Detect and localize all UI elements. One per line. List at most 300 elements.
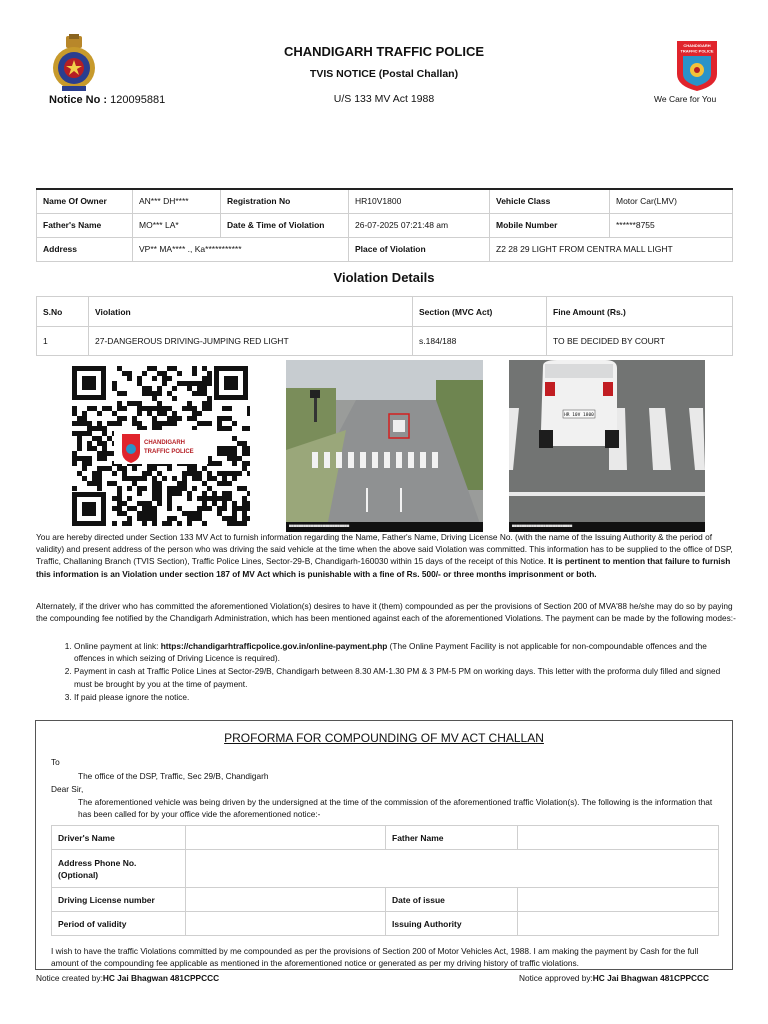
qr-module — [242, 451, 247, 456]
qr-module — [232, 451, 237, 456]
qr-module — [157, 371, 162, 376]
qr-module — [117, 366, 122, 371]
qr-module — [212, 476, 217, 481]
qr-module — [147, 506, 152, 511]
qr-module — [227, 451, 232, 456]
qr-module — [157, 491, 162, 496]
violation-datetime-label: Date & Time of Violation — [221, 213, 349, 237]
qr-module — [247, 501, 250, 506]
qr-module — [97, 426, 102, 431]
qr-module — [192, 476, 197, 481]
qr-module — [207, 406, 212, 411]
qr-module — [172, 396, 177, 401]
qr-module — [97, 466, 102, 471]
qr-module — [92, 436, 97, 441]
qr-module — [167, 466, 172, 471]
qr-module — [117, 391, 122, 396]
qr-module — [87, 421, 92, 426]
qr-module — [202, 481, 207, 486]
registration-value: HR10V1800 — [349, 189, 490, 213]
qr-module — [157, 386, 162, 391]
qr-module — [202, 496, 207, 501]
date-issue-field[interactable] — [518, 888, 719, 912]
qr-module — [97, 436, 102, 441]
father-name-value: MO*** LA* — [133, 213, 221, 237]
qr-module — [242, 466, 247, 471]
qr-module — [107, 436, 112, 441]
qr-module — [82, 461, 87, 466]
cell-violation: 27-DANGEROUS DRIVING-JUMPING RED LIGHT — [89, 327, 413, 356]
qr-module — [82, 416, 87, 421]
qr-module — [92, 406, 97, 411]
qr-module — [172, 411, 177, 416]
qr-module — [122, 406, 127, 411]
notice-approver — [519, 973, 709, 983]
qr-module — [82, 476, 87, 481]
qr-module — [197, 411, 202, 416]
qr-module — [207, 496, 212, 501]
father-name-label: Father Name — [386, 826, 518, 850]
qr-module — [197, 511, 202, 516]
violation-photo-closeup — [509, 360, 705, 532]
qr-module — [172, 486, 177, 491]
qr-module — [77, 471, 82, 476]
qr-module — [152, 391, 157, 396]
qr-module — [147, 466, 152, 471]
qr-module — [167, 501, 172, 506]
qr-module — [102, 456, 107, 461]
qr-module — [147, 366, 152, 371]
photo-timestamp-strip: ■■■■■■■■■■■■■■■■■■■■■■■■■ — [509, 522, 705, 532]
qr-module — [222, 406, 227, 411]
qr-module — [192, 391, 197, 396]
payment-qr-code[interactable] — [70, 364, 250, 528]
qr-module — [137, 406, 142, 411]
optional-text: (Optional) — [58, 869, 99, 880]
qr-module — [187, 466, 192, 471]
qr-module — [77, 456, 82, 461]
creator-name: HC Jai Bhagwan 481CPPCCC — [102, 973, 220, 983]
qr-module — [127, 521, 132, 526]
qr-module — [132, 466, 137, 471]
qr-module — [137, 376, 142, 381]
qr-module — [77, 421, 82, 426]
col-sno: S.No — [37, 297, 89, 327]
proforma-declaration: I wish to have the traffic Violations committed by me compounded as per the provisions of Section 200 of Motor Vehicles Act, 1988. I am making the payment by Cash for the full amount of the compounding fee applicable as mentioned in the aforementioned notice or generated as per my driving history of traffic violations. — [51, 946, 699, 968]
qr-module — [117, 466, 122, 471]
traffic-police-logo — [674, 38, 720, 92]
creator-label: Notice created by: — [36, 973, 103, 983]
qr-module — [127, 401, 132, 406]
col-fine: Fine Amount (Rs.) — [547, 297, 733, 327]
qr-module — [92, 481, 97, 486]
drivers-name-label: Driver's Name — [52, 826, 186, 850]
qr-module — [232, 461, 237, 466]
qr-module — [142, 501, 147, 506]
qr-module — [162, 381, 167, 386]
notice-creator — [36, 973, 219, 983]
qr-module — [117, 511, 122, 516]
qr-module — [137, 401, 142, 406]
qr-module — [167, 506, 172, 511]
table-row — [52, 850, 719, 888]
qr-module — [122, 521, 127, 526]
qr-module — [227, 471, 232, 476]
qr-module — [142, 476, 147, 481]
qr-module — [97, 456, 102, 461]
qr-module — [197, 471, 202, 476]
qr-module — [152, 476, 157, 481]
qr-module — [77, 416, 82, 421]
qr-module — [217, 416, 222, 421]
qr-module — [167, 521, 172, 526]
qr-module — [147, 406, 152, 411]
qr-module — [77, 436, 82, 441]
list-item — [74, 640, 734, 664]
qr-module — [247, 446, 250, 451]
qr-module — [242, 516, 247, 521]
qr-module — [112, 386, 117, 391]
qr-module — [117, 421, 122, 426]
qr-module — [227, 456, 232, 461]
qr-module — [152, 466, 157, 471]
qr-module — [232, 446, 237, 451]
qr-module — [132, 481, 137, 486]
qr-module — [232, 521, 237, 526]
qr-module — [157, 411, 162, 416]
owner-name-value: AN*** DH**** — [133, 189, 221, 213]
proforma-office: The office of the DSP, Traffic, Sec 29/B, Chandigarh — [78, 771, 269, 781]
qr-module — [222, 426, 227, 431]
qr-module — [157, 481, 162, 486]
qr-module — [237, 521, 242, 526]
qr-module — [192, 381, 197, 386]
qr-module — [142, 506, 147, 511]
qr-module — [72, 461, 77, 466]
qr-module — [167, 391, 172, 396]
qr-module — [127, 506, 132, 511]
issuing-authority-field[interactable] — [518, 912, 719, 936]
qr-module — [162, 411, 167, 416]
qr-module — [182, 481, 187, 486]
qr-module — [202, 501, 207, 506]
qr-module — [167, 376, 172, 381]
qr-module — [87, 446, 92, 451]
qr-module — [217, 481, 222, 486]
qr-module — [147, 391, 152, 396]
qr-module — [202, 381, 207, 386]
qr-module — [177, 416, 182, 421]
qr-module — [97, 411, 102, 416]
validity-label: Period of validity — [52, 912, 186, 936]
online-payment-link[interactable]: https://chandigarhtrafficpolice.gov.in/online-payment.php — [160, 641, 388, 651]
qr-module — [82, 456, 87, 461]
qr-module — [127, 476, 132, 481]
qr-module — [112, 481, 117, 486]
drivers-name-field[interactable] — [186, 826, 386, 850]
qr-module — [82, 431, 87, 436]
qr-module — [187, 516, 192, 521]
qr-module — [152, 486, 157, 491]
registration-label: Registration No — [221, 189, 349, 213]
qr-module — [237, 506, 242, 511]
qr-module — [97, 486, 102, 491]
qr-module — [242, 461, 247, 466]
qr-module — [132, 401, 137, 406]
qr-module — [147, 501, 152, 506]
qr-module — [117, 501, 122, 506]
qr-module — [122, 511, 127, 516]
qr-module — [147, 511, 152, 516]
proforma-form-table — [51, 825, 719, 936]
qr-module — [87, 456, 92, 461]
qr-module — [167, 416, 172, 421]
qr-module — [242, 426, 247, 431]
qr-module — [132, 421, 137, 426]
qr-module — [122, 466, 127, 471]
qr-module — [87, 426, 92, 431]
penalty-warning: It is pertinent to mention that failure to furnish this information is an Violation under section 187 of MV Act which is punishable with a fine of Rs. 500/- or three months imprisonment or both. — [36, 556, 731, 579]
qr-module — [242, 521, 247, 526]
qr-module — [97, 451, 102, 456]
qr-module — [227, 516, 232, 521]
qr-module — [157, 501, 162, 506]
qr-module — [187, 381, 192, 386]
validity-field[interactable] — [186, 912, 386, 936]
qr-module — [207, 486, 212, 491]
qr-module — [172, 366, 177, 371]
qr-module — [227, 416, 232, 421]
qr-module — [102, 426, 107, 431]
qr-module — [197, 381, 202, 386]
license-field[interactable] — [186, 888, 386, 912]
qr-module — [182, 511, 187, 516]
qr-module — [192, 516, 197, 521]
father-name-label: Father's Name — [37, 213, 133, 237]
qr-module — [112, 381, 117, 386]
qr-module — [232, 421, 237, 426]
qr-module — [92, 476, 97, 481]
qr-module — [112, 411, 117, 416]
qr-module — [217, 451, 222, 456]
qr-module — [152, 376, 157, 381]
qr-module — [247, 451, 250, 456]
qr-module — [97, 441, 102, 446]
qr-module — [242, 441, 247, 446]
qr-module — [227, 426, 232, 431]
qr-module — [152, 516, 157, 521]
qr-module — [132, 506, 137, 511]
proforma-intro: The aforementioned vehicle was being driven by the undersigned at the time of the commission of the aforementioned traffic Violation(s). The following is the information that has been called for by your office vide the aforementioned notice:- — [78, 797, 713, 819]
qr-module — [162, 521, 167, 526]
qr-module — [242, 501, 247, 506]
table-row — [52, 826, 719, 850]
table-header-row — [37, 297, 733, 327]
online-payment-note: (The Online Payment Facility is not applicable for non-compoundable offences and the offences in which seizing of Driving Licence is required). — [74, 641, 707, 664]
qr-module — [202, 466, 207, 471]
qr-module — [172, 491, 177, 496]
proforma-section — [35, 720, 733, 970]
qr-module — [112, 496, 117, 501]
qr-module — [232, 471, 237, 476]
qr-module — [102, 431, 107, 436]
list-item: 3. If paid please ignore the notice. — [74, 691, 734, 703]
cell-section: s.184/188 — [413, 327, 547, 356]
qr-module — [107, 421, 112, 426]
qr-module — [237, 441, 242, 446]
qr-module — [97, 471, 102, 476]
qr-module — [157, 496, 162, 501]
table-row — [37, 189, 733, 213]
qr-module — [127, 516, 132, 521]
qr-module — [97, 476, 102, 481]
qr-module — [242, 511, 247, 516]
qr-module — [92, 426, 97, 431]
qr-module — [192, 511, 197, 516]
qr-module — [77, 446, 82, 451]
owner-details-table — [36, 188, 733, 262]
address-phone-text: Address Phone No. — [58, 857, 137, 868]
table-row — [37, 213, 733, 237]
qr-module — [197, 476, 202, 481]
qr-module — [227, 496, 232, 501]
qr-module — [142, 471, 147, 476]
qr-module — [222, 471, 227, 476]
qr-module — [222, 451, 227, 456]
qr-module — [217, 446, 222, 451]
qr-module — [207, 381, 212, 386]
address-phone-field[interactable] — [186, 850, 719, 888]
qr-module — [107, 466, 112, 471]
qr-module — [217, 426, 222, 431]
qr-module — [142, 391, 147, 396]
notice-text: You are hereby directed under Section 133 MV Act to furnish information regarding the Name, Father's Name, Driving License No. (with the name of the Issuing Authority & the period of validity) and present address of the person who was driving the said vehicle at the time when the above said Violation was committed. This information has to be supplied to the office of DSP, Traffic, Challaning Branch (TVIS Section), Traffic Police Lines, Sector-29-B, Chandigarh-160030 within 15 days of the receipt of this Notice. — [36, 532, 733, 567]
qr-module — [187, 416, 192, 421]
violation-datetime-value: 26-07-2025 07:21:48 am — [349, 213, 490, 237]
qr-module — [207, 506, 212, 511]
father-name-field[interactable] — [518, 826, 719, 850]
qr-module — [117, 496, 122, 501]
qr-module — [157, 421, 162, 426]
qr-module — [117, 406, 122, 411]
qr-module — [247, 411, 250, 416]
qr-module — [167, 366, 172, 371]
qr-module — [207, 476, 212, 481]
notice-paragraph-1 — [36, 531, 736, 580]
issuing-authority-label: Issuing Authority — [386, 912, 518, 936]
qr-module — [102, 446, 107, 451]
qr-module — [117, 416, 122, 421]
qr-module — [147, 516, 152, 521]
table-row — [37, 237, 733, 261]
qr-module — [142, 486, 147, 491]
qr-module — [247, 406, 250, 411]
qr-module — [197, 386, 202, 391]
qr-module — [157, 401, 162, 406]
qr-module — [217, 506, 222, 511]
qr-module — [217, 471, 222, 476]
qr-module — [222, 491, 227, 496]
place-value: Z2 28 29 LIGHT FROM CENTRA MALL LIGHT — [490, 237, 733, 261]
qr-module — [207, 396, 212, 401]
qr-module — [222, 496, 227, 501]
qr-module — [182, 486, 187, 491]
qr-module — [187, 406, 192, 411]
license-label: Driving License number — [52, 888, 186, 912]
notice-subtitle: TVIS NOTICE (Postal Challan) — [309, 68, 459, 80]
date-issue-label: Date of issue — [386, 888, 518, 912]
qr-module — [247, 426, 250, 431]
qr-module — [142, 521, 147, 526]
qr-module — [172, 476, 177, 481]
col-violation: Violation — [89, 297, 413, 327]
qr-module — [157, 471, 162, 476]
table-row — [52, 912, 719, 936]
notice-label: Notice No : — [49, 94, 108, 106]
mobile-label: Mobile Number — [490, 213, 610, 237]
qr-module — [232, 511, 237, 516]
qr-module — [152, 416, 157, 421]
qr-module — [87, 461, 92, 466]
qr-module — [137, 381, 142, 386]
qr-module — [82, 466, 87, 471]
qr-module — [117, 401, 122, 406]
qr-module — [132, 416, 137, 421]
qr-module — [207, 471, 212, 476]
qr-module — [92, 446, 97, 451]
qr-module — [192, 416, 197, 421]
qr-module — [122, 501, 127, 506]
qr-module — [212, 496, 217, 501]
qr-module — [122, 416, 127, 421]
qr-module — [147, 386, 152, 391]
qr-module — [147, 471, 152, 476]
vehicle-class-label: Vehicle Class — [490, 189, 610, 213]
qr-module — [187, 471, 192, 476]
qr-module — [142, 371, 147, 376]
qr-module — [137, 476, 142, 481]
qr-module — [142, 386, 147, 391]
page-title: CHANDIGARH TRAFFIC POLICE — [283, 44, 485, 59]
qr-module — [157, 391, 162, 396]
qr-module — [207, 376, 212, 381]
approver-name: HC Jai Bhagwan 481CPPCCC — [592, 973, 709, 983]
act-reference: U/S 133 MV Act 1988 — [333, 93, 435, 105]
qr-module — [177, 486, 182, 491]
vehicle-class-value: Motor Car(LMV) — [610, 189, 733, 213]
qr-logo-text-2: TRAFFIC POLICE — [144, 449, 194, 455]
qr-module — [232, 436, 237, 441]
cell-fine: TO BE DECIDED BY COURT — [547, 327, 733, 356]
qr-module — [217, 461, 222, 466]
qr-module — [242, 506, 247, 511]
qr-module — [177, 371, 182, 376]
qr-module — [187, 511, 192, 516]
qr-module — [102, 451, 107, 456]
qr-module — [167, 486, 172, 491]
proforma-salutation: Dear Sir, — [51, 784, 84, 794]
qr-module — [192, 466, 197, 471]
qr-module — [192, 406, 197, 411]
qr-module — [217, 496, 222, 501]
qr-module — [72, 421, 77, 426]
qr-module — [202, 521, 207, 526]
qr-module — [127, 486, 132, 491]
photo-timestamp-strip: ■■■■■■■■■■■■■■■■■■■■■■■■■ — [286, 522, 483, 532]
qr-module — [242, 446, 247, 451]
qr-module — [222, 481, 227, 486]
qr-module — [177, 506, 182, 511]
